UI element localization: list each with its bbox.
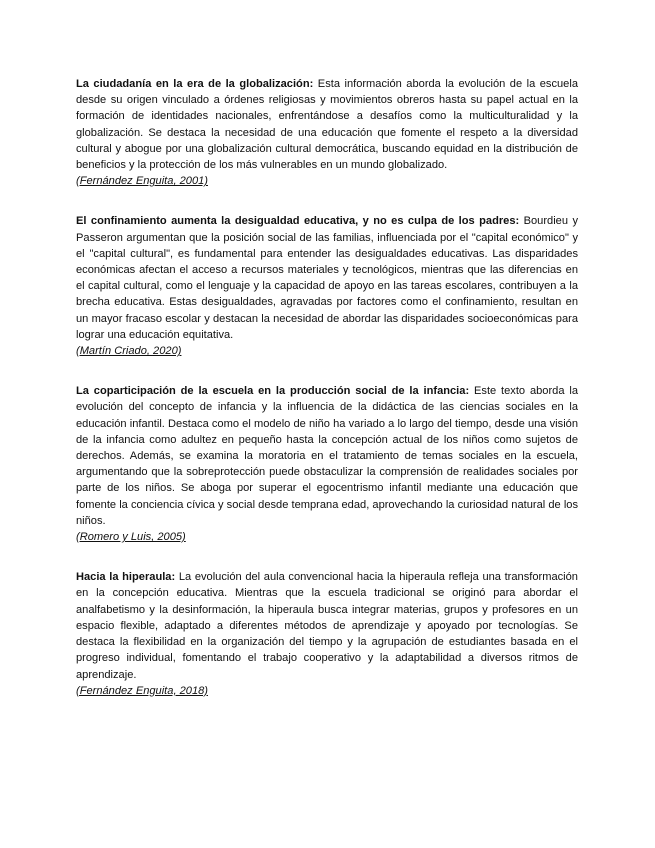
- document-page: [76, 76, 578, 723]
- entry-paragraph: [76, 569, 578, 682]
- entry-title: Hacia la hiperaula:: [76, 571, 176, 584]
- entry-paragraph: [76, 213, 578, 343]
- summary-entry-hiperaula: [76, 569, 578, 699]
- entry-citation: (Martín Criado, 2020): [76, 345, 182, 358]
- summary-entry-globalizacion: [76, 76, 578, 189]
- entry-body: La evolución del aula convencional hacia la hiperaula refleja una transformación en la concepción educativa. Mientras que la escuela tradicional se originó para abordar el analfabetismo y la desinformación, la hiperaula busca integrar materias, grupos y profesores en un espacio flexible, adaptado a diferentes métodos de aprendizaje y apoyado por tecnologías. Se destaca la flexibilidad en la organización del tiempo y la agrupación de estudiantes basada en el progreso individual, fomentando el trabajo cooperativo y la adaptabilidad a diversos ritmos de aprendizaje.: [76, 571, 578, 681]
- entry-title: La coparticipación de la escuela en la producción social de la infancia:: [76, 385, 470, 398]
- entry-paragraph: [76, 383, 578, 529]
- entry-body: Bourdieu y Passeron argumentan que la posición social de las familias, influenciada por el "capital económico" y el "capital cultural", es fundamental para entender las desigualdades educativas. Las disparidades económicas afectan el acceso a recursos materiales y tecnológicos, mientras que las diferencias en el capital cultural, como el lenguaje y la capacidad de apoyo en las tareas escolares, contribuyen a la brecha educativa. Estas desigualdades, agravadas por factores como el confinamiento, resultan en un mayor fracaso escolar y destacan la necesidad de abordar las disparidades socioeconómicas para lograr una educación equitativa.: [76, 215, 578, 341]
- summary-entry-infancia: [76, 383, 578, 545]
- entry-citation: (Romero y Luis, 2005): [76, 531, 186, 544]
- entry-title: La ciudadanía en la era de la globalización:: [76, 78, 314, 90]
- summary-entry-confinamiento: [76, 213, 578, 359]
- entry-paragraph: [76, 76, 578, 173]
- entry-title: El confinamiento aumenta la desigualdad educativa, y no es culpa de los padres:: [76, 215, 520, 228]
- entry-body: Esta información aborda la evolución de la escuela desde su origen vinculado a órdenes religiosas y movimientos obreros hasta su papel actual en la formación de identidades nacionales, enfrentándose a desafíos como la multiculturalidad y la globalización. Se destaca la necesidad de una educación que fomente el respeto a la diversidad cultural y abogue por una globalización cultural democrática, buscando equidad en la distribución de beneficios y la protección de los más vulnerables en un mundo globalizado.: [76, 78, 578, 172]
- entry-body: Este texto aborda la evolución del concepto de infancia y la influencia de la didáctica de las ciencias sociales en la educación infantil. Destaca como el modelo de niño ha variado a lo largo del tiempo, desde una visión de la infancia como adultez en pequeño hasta la concepción actual de los niños como sujetos de derechos. Además, se examina la moratoria en el tratamiento de temas sociales en la escuela, argumentando que la sobreprotección puede obstaculizar la comprensión de realidades sociales por parte de los niños. Se aboga por superar el egocentrismo infantil mediante una educación que fomente la conciencia cívica y social desde temprana edad, aprovechando la curiosidad natural de los niños.: [76, 385, 578, 527]
- entry-citation: (Fernández Enguita, 2018): [76, 684, 208, 697]
- entry-citation: (Fernández Enguita, 2001): [76, 175, 208, 188]
